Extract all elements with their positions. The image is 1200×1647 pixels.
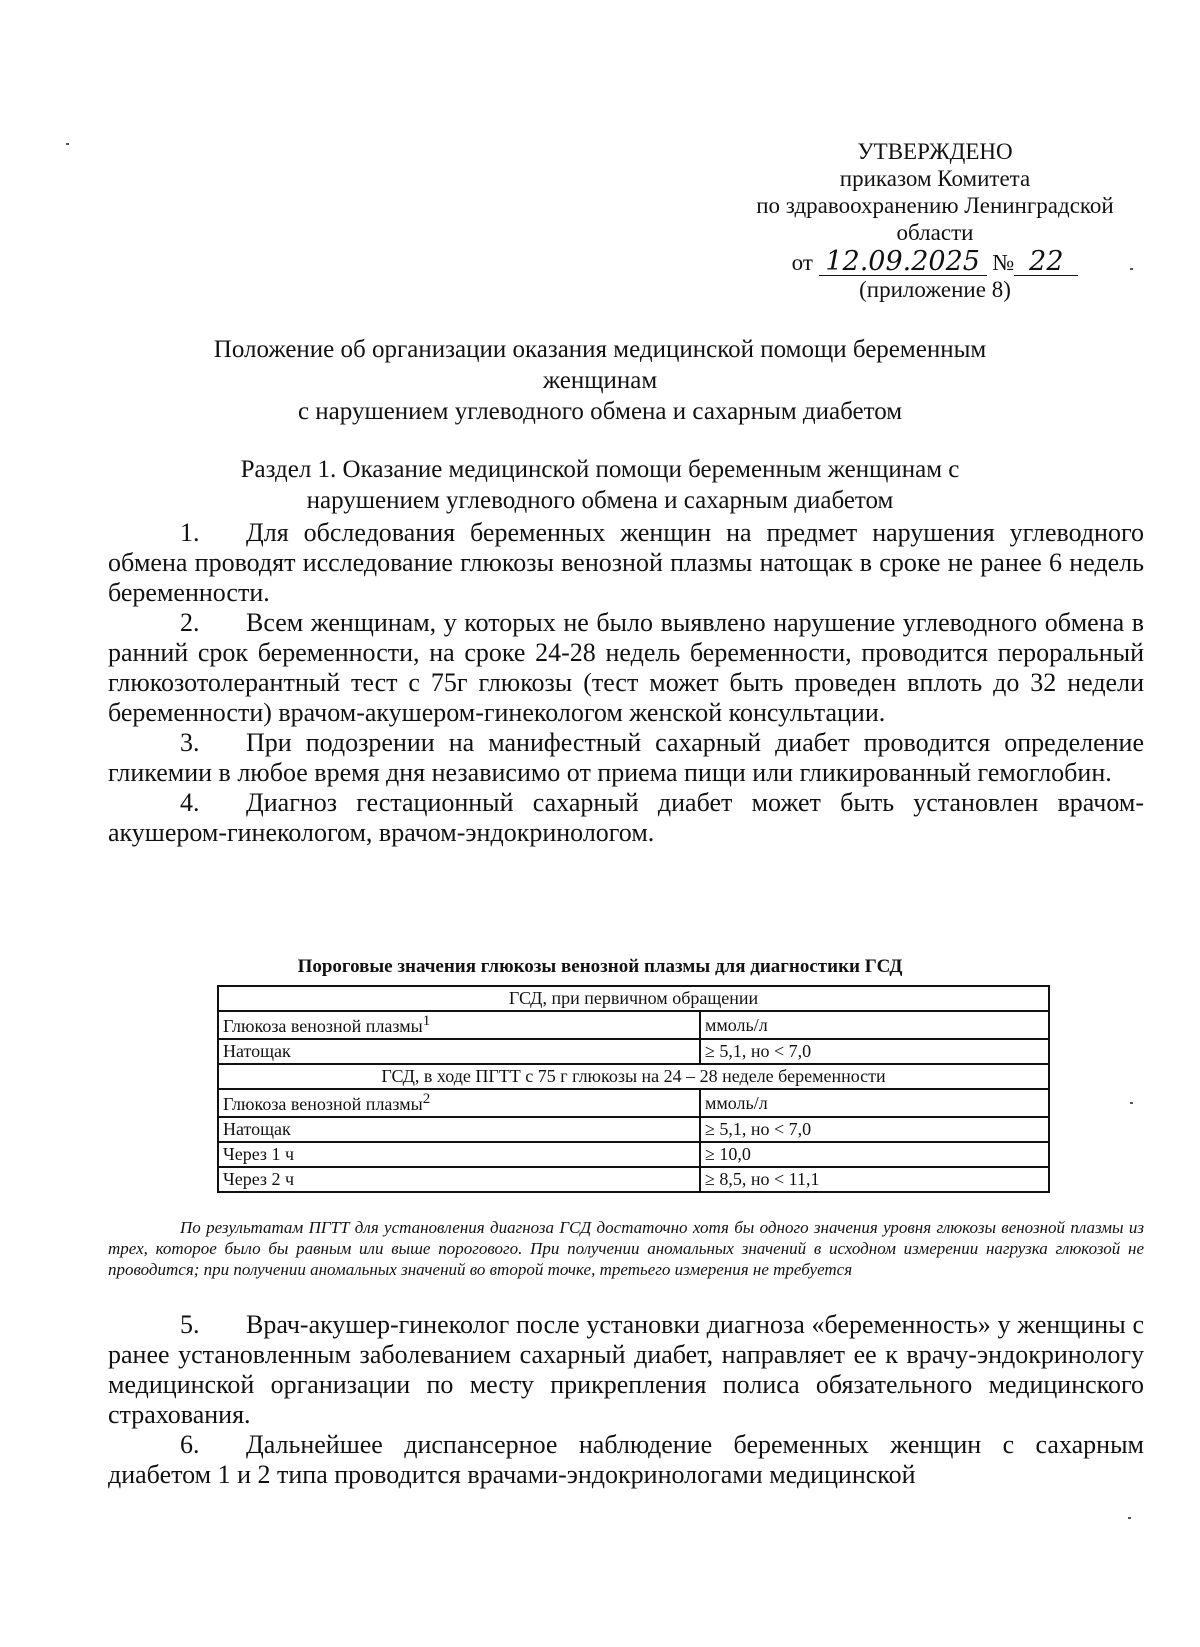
approval-heading: УТВЕРЖДЕНО: [857, 139, 1013, 164]
table-cell-label: Натощак: [218, 1039, 700, 1064]
approval-region-line: области: [896, 220, 974, 245]
paragraph-number: 3.: [180, 728, 200, 757]
approval-stamp-block: [730, 138, 1140, 303]
table-cell-label: Через 2 ч: [218, 1167, 700, 1192]
paragraphs-block-2: [108, 1310, 1144, 1490]
table-section-header-row: [218, 986, 1049, 1011]
paragraph-text: Дальнейшее диспансерное наблюдение беременных женщин с сахарным диабетом 1 и 2 типа проводится врачами-эндокринологами медицинской: [108, 1430, 1144, 1489]
scan-speck: [66, 143, 69, 145]
handwritten-number: 22: [1014, 248, 1078, 276]
paragraph-1: [108, 518, 1144, 608]
scan-speck: [1130, 268, 1133, 270]
scan-speck: [1130, 1102, 1133, 1104]
paragraph-number: 4.: [180, 788, 200, 817]
table-cell-label: Через 1 ч: [218, 1142, 700, 1167]
table-row: [218, 1011, 1049, 1039]
section-heading-line-2: нарушением углеводного обмена и сахарным диабетом: [306, 487, 894, 514]
table-section-header: ГСД, в ходе ПГТТ с 75 г глюкозы на 24 – 28 неделе беременности: [218, 1064, 1049, 1089]
table-row: [218, 1117, 1049, 1142]
table-cell-value: ммоль/л: [700, 1089, 1049, 1117]
table-cell-value: ≥ 5,1, но < 7,0: [700, 1117, 1049, 1142]
paragraph-number: 5.: [180, 1310, 200, 1339]
paragraph-5: [108, 1310, 1144, 1430]
section-heading-line-1: Раздел 1. Оказание медицинской помощи беременным женщинам с: [240, 456, 960, 483]
paragraph-2: [108, 608, 1144, 728]
paragraph-6: [108, 1430, 1144, 1490]
document-title: [160, 334, 1040, 427]
glucose-threshold-table: [217, 985, 1050, 1193]
paragraphs-block-1: [108, 518, 1144, 848]
table-cell-label: Глюкоза венозной плазмы$^2$: [218, 1089, 700, 1117]
table-cell-value: ≥ 8,5, но < 11,1: [700, 1167, 1049, 1192]
section-heading: [160, 454, 1040, 516]
paragraph-text: Для обследования беременных женщин на предмет нарушения углеводного обмена проводят исследование глюкозы венозной плазмы натощак в сроке не ранее 6 недель беременности.: [108, 518, 1144, 607]
table-cell-value: ммоль/л: [700, 1011, 1049, 1039]
table-cell-label: Глюкоза венозной плазмы$^1$: [218, 1011, 700, 1039]
paragraph-number: 6.: [180, 1430, 200, 1459]
table-cell-value: ≥ 10,0: [700, 1142, 1049, 1167]
title-line-2: женщинам: [542, 367, 658, 394]
appendix-label: (приложение 8): [859, 277, 1011, 302]
paragraph-3: [108, 728, 1144, 788]
title-line-1: Положение об организации оказания медицинской помощи беременным: [213, 336, 987, 363]
table-cell-label: Натощак: [218, 1117, 700, 1142]
table-section-header-row: [218, 1064, 1049, 1089]
approval-date-line: [730, 248, 1140, 276]
paragraph-text: Врач-акушер-гинеколог после установки диагноза «беременность» у женщины с ранее установленным заболеванием сахарный диабет, направляет ее к врачу-эндокринологу медицинской организации по месту прикрепления полиса обязательного медицинского страхования.: [108, 1310, 1144, 1429]
table-footnote: [108, 1217, 1144, 1280]
table-row: [218, 1039, 1049, 1064]
approval-order-line: приказом Комитета: [839, 166, 1031, 191]
paragraph-4: [108, 788, 1144, 848]
handwritten-date: 12.09.2025: [819, 248, 987, 276]
paragraph-number: 1.: [180, 518, 200, 547]
paragraph-number: 2.: [180, 608, 200, 637]
table-section-header: ГСД, при первичном обращении: [218, 986, 1049, 1011]
title-line-3: с нарушением углеводного обмена и сахарным диабетом: [297, 398, 903, 425]
approval-committee-line: по здравоохранению Ленинградской: [756, 193, 1114, 218]
scan-speck: [1128, 1517, 1131, 1519]
number-sign: №: [992, 250, 1015, 275]
date-prefix: от: [791, 250, 813, 275]
paragraph-text: Всем женщинам, у которых не было выявлено нарушение углеводного обмена в ранний срок беременности, на сроке 24-28 недель беременности, проводится пероральный глюкозотолерантный тест с 75г глюкозы (тест может быть проведен вплоть до 32 недели беременности) врачом-акушером-гинекологом женской консультации.: [108, 608, 1144, 727]
paragraph-text: При подозрении на манифестный сахарный диабет проводится определение гликемии в любое время дня независимо от приема пищи или гликированный гемоглобин.: [108, 728, 1144, 787]
table-row: [218, 1142, 1049, 1167]
paragraph-text: Диагноз гестационный сахарный диабет может быть установлен врачом-акушером-гинекологом, врачом-эндокринологом.: [108, 788, 1144, 847]
table-row: [218, 1089, 1049, 1117]
table-title: Пороговые значения глюкозы венозной плазмы для диагностики ГСД: [297, 956, 903, 977]
table-row: [218, 1167, 1049, 1192]
footnote-text: По результатам ПГТТ для установления диагноза ГСД достаточно хотя бы одного значения уровня глюкозы венозной плазмы из трех, которое было бы равным или выше порогового. При получении аномальных значений в исходном измерении нагрузка глюкозой не проводится; при получении аномальных значений во второй точке, третьего измерения не требуется: [108, 1218, 1144, 1279]
table-cell-value: ≥ 5,1, но < 7,0: [700, 1039, 1049, 1064]
